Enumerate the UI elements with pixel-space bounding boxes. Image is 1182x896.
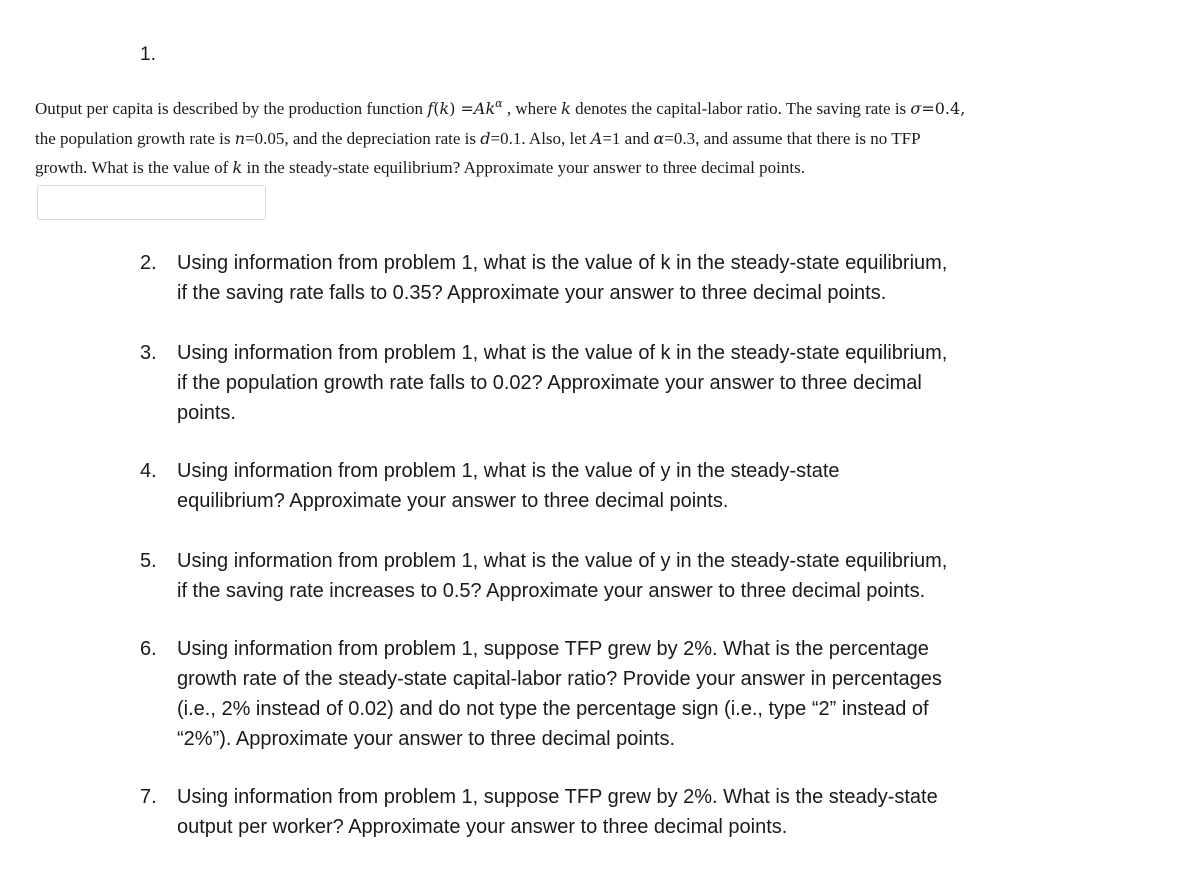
math-A: A [590, 128, 603, 148]
question-text [177, 634, 1067, 754]
question-line: Using information from problem 1, what is the value of y in the steady-state [177, 460, 840, 482]
question-1-line-2 [35, 124, 1165, 154]
question-text [177, 456, 1067, 516]
text-segment: =1 and [602, 128, 654, 148]
text-segment: =0.3, and assume that there is no TFP [664, 128, 921, 148]
math-k: k [232, 158, 243, 177]
text-segment: , where [502, 99, 562, 118]
math-k: k [439, 99, 450, 118]
text-segment: =0.05, and the depreciation rate is [245, 128, 481, 148]
question-number: 3. [140, 342, 157, 364]
question-line: if the saving rate falls to 0.35? Approximate your answer to three decimal points. [177, 282, 887, 304]
question-number: 2. [140, 252, 157, 274]
math-alpha: α [653, 128, 665, 148]
math-f: f [427, 99, 434, 118]
question-line: “2%”). Approximate your answer to three decimal points. [177, 728, 675, 750]
math-paren-close-equals: ) = [449, 99, 474, 118]
math-paren-open: ( [433, 99, 440, 118]
text-segment: =0.1. Also, let [490, 128, 591, 148]
math-Ak: Ak [473, 99, 496, 118]
math-value: =0.4, [921, 99, 966, 118]
question-line: Using information from problem 1, what is the value of k in the steady-state equilibrium, [177, 342, 948, 364]
question-1-line-1 [35, 89, 1165, 124]
question-line: equilibrium? Approximate your answer to three decimal points. [177, 490, 729, 512]
question-line: Using information from problem 1, suppose TFP grew by 2%. What is the percentage [177, 638, 929, 660]
math-d: d [480, 128, 491, 148]
question-line: if the saving rate increases to 0.5? Approximate your answer to three decimal points. [177, 580, 926, 602]
question-number: 4. [140, 460, 157, 482]
question-line: output per worker? Approximate your answer to three decimal points. [177, 816, 788, 838]
math-k: k [561, 99, 571, 118]
text-segment: growth. What is the value of [35, 158, 233, 177]
text-segment: in the steady-state equilibrium? Approximate your answer to three decimal points. [242, 158, 805, 177]
question-1-number: 1. [140, 44, 156, 65]
question-number: 5. [140, 550, 157, 572]
math-sigma: σ [910, 99, 922, 118]
question-text [177, 338, 1067, 428]
question-1-text [35, 89, 1165, 183]
question-text [177, 546, 1067, 606]
question-line: (i.e., 2% instead of 0.02) and do not type the percentage sign (i.e., type “2” instead of [177, 698, 929, 720]
question-number: 6. [140, 638, 157, 660]
question-1-line-3 [35, 153, 1165, 183]
question-text [177, 782, 1067, 842]
question-line: points. [177, 402, 236, 424]
text-segment: denotes the capital-labor ratio. The saving rate is [570, 99, 911, 118]
question-number: 7. [140, 786, 157, 808]
question-line: Using information from problem 1, what is the value of k in the steady-state equilibrium, [177, 252, 948, 274]
question-line: growth rate of the steady-state capital-labor ratio? Provide your answer in percentages [177, 668, 942, 690]
text-segment: the population growth rate is [35, 128, 235, 148]
question-line: Using information from problem 1, what is the value of y in the steady-state equilibrium, [177, 550, 948, 572]
question-text [177, 248, 1067, 308]
math-n: n [234, 128, 246, 148]
question-line: if the population growth rate falls to 0.02? Approximate your answer to three decimal [177, 372, 922, 394]
answer-input[interactable] [37, 185, 266, 220]
text-segment: Output per capita is described by the production function [35, 99, 428, 118]
math-alpha-exponent: α [495, 97, 503, 110]
question-line: Using information from problem 1, suppose TFP grew by 2%. What is the steady-state [177, 786, 938, 808]
